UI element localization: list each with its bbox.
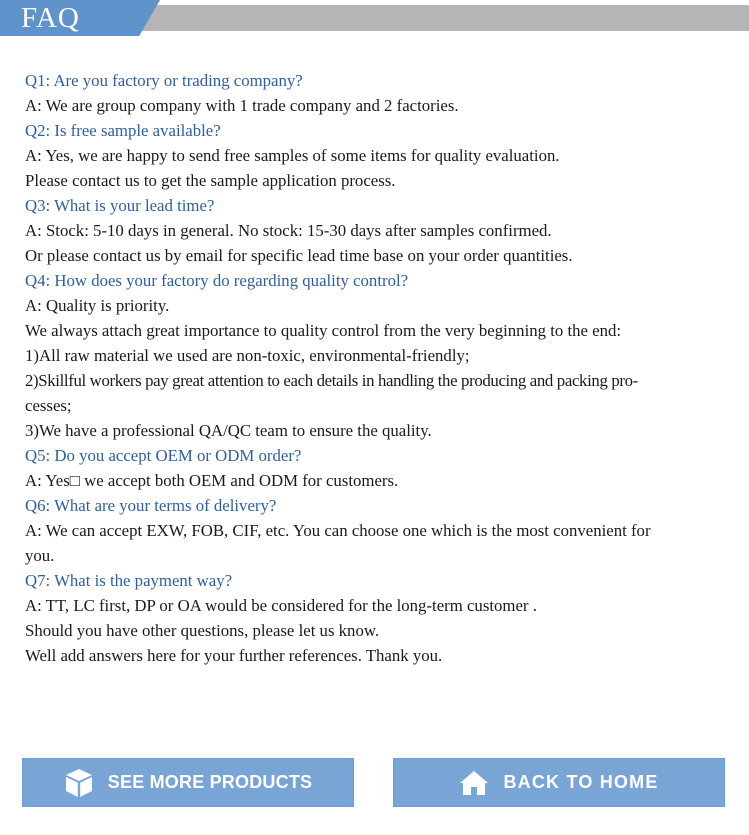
faq-answer-line: A: TT, LC first, DP or OA would be considered for the long-term customer . [25,596,537,615]
faq-answer-line: A: Yes□ we accept both OEM and ODM for customers. [25,471,399,490]
faq-answer-line: A: We can accept EXW, FOB, CIF, etc. You can choose one which is the most convenient for [25,521,651,540]
faq-question: Q3: What is your lead time? [25,196,215,215]
faq-answer-line: A: Quality is priority. [25,296,170,315]
faq-header [0,0,749,36]
faq-answer-line: you. [25,546,55,565]
faq-answer-line: Please contact us to get the sample application process. [25,171,396,190]
page-title: FAQ [21,2,80,34]
faq-answer-line: cesses; [25,396,72,415]
faq-question: Q2: Is free sample available? [25,121,221,140]
faq-answer-line: Or please contact us by email for specific lead time base on your order quantities. [25,246,573,265]
faq-answer-line: We always attach great importance to quality control from the very beginning to the end: [25,321,622,340]
faq-answer-line: 3)We have a professional QA/QC team to ensure the quality. [25,421,432,440]
see-more-products-button[interactable] [22,758,354,807]
faq-answer-line: 2)Skillful workers pay great attention to each details in handling the producing and packing pro- [25,371,638,390]
faq-answer-line: A: Yes, we are happy to send free samples of some items for quality evaluation. [25,146,560,165]
faq-question: Q4: How does your factory do regarding quality control? [25,271,409,290]
faq-question: Q6: What are your terms of delivery? [25,496,277,515]
faq-question: Q1: Are you factory or trading company? [25,71,303,90]
faq-list [25,68,725,668]
faq-question: Q5: Do you accept OEM or ODM order? [25,446,302,465]
faq-answer-line: A: Stock: 5-10 days in general. No stock: 15-30 days after samples confirmed. [25,221,552,240]
faq-answer-line: 1)All raw material we used are non-toxic, environmental-friendly; [25,346,470,365]
see-more-products-label: SEE MORE PRODUCTS [107,772,313,792]
home-icon [459,770,489,796]
back-to-home-button[interactable] [393,758,725,807]
faq-answer-line: Should you have other questions, please let us know. [25,621,380,640]
faq-question: Q7: What is the payment way? [25,571,233,590]
back-to-home-label: BACK TO HOME [503,772,659,792]
faq-answer-line: A: We are group company with 1 trade company and 2 factories. [25,96,459,115]
box-icon [64,768,94,798]
faq-answer-line: Well add answers here for your further references. Thank you. [25,646,443,665]
